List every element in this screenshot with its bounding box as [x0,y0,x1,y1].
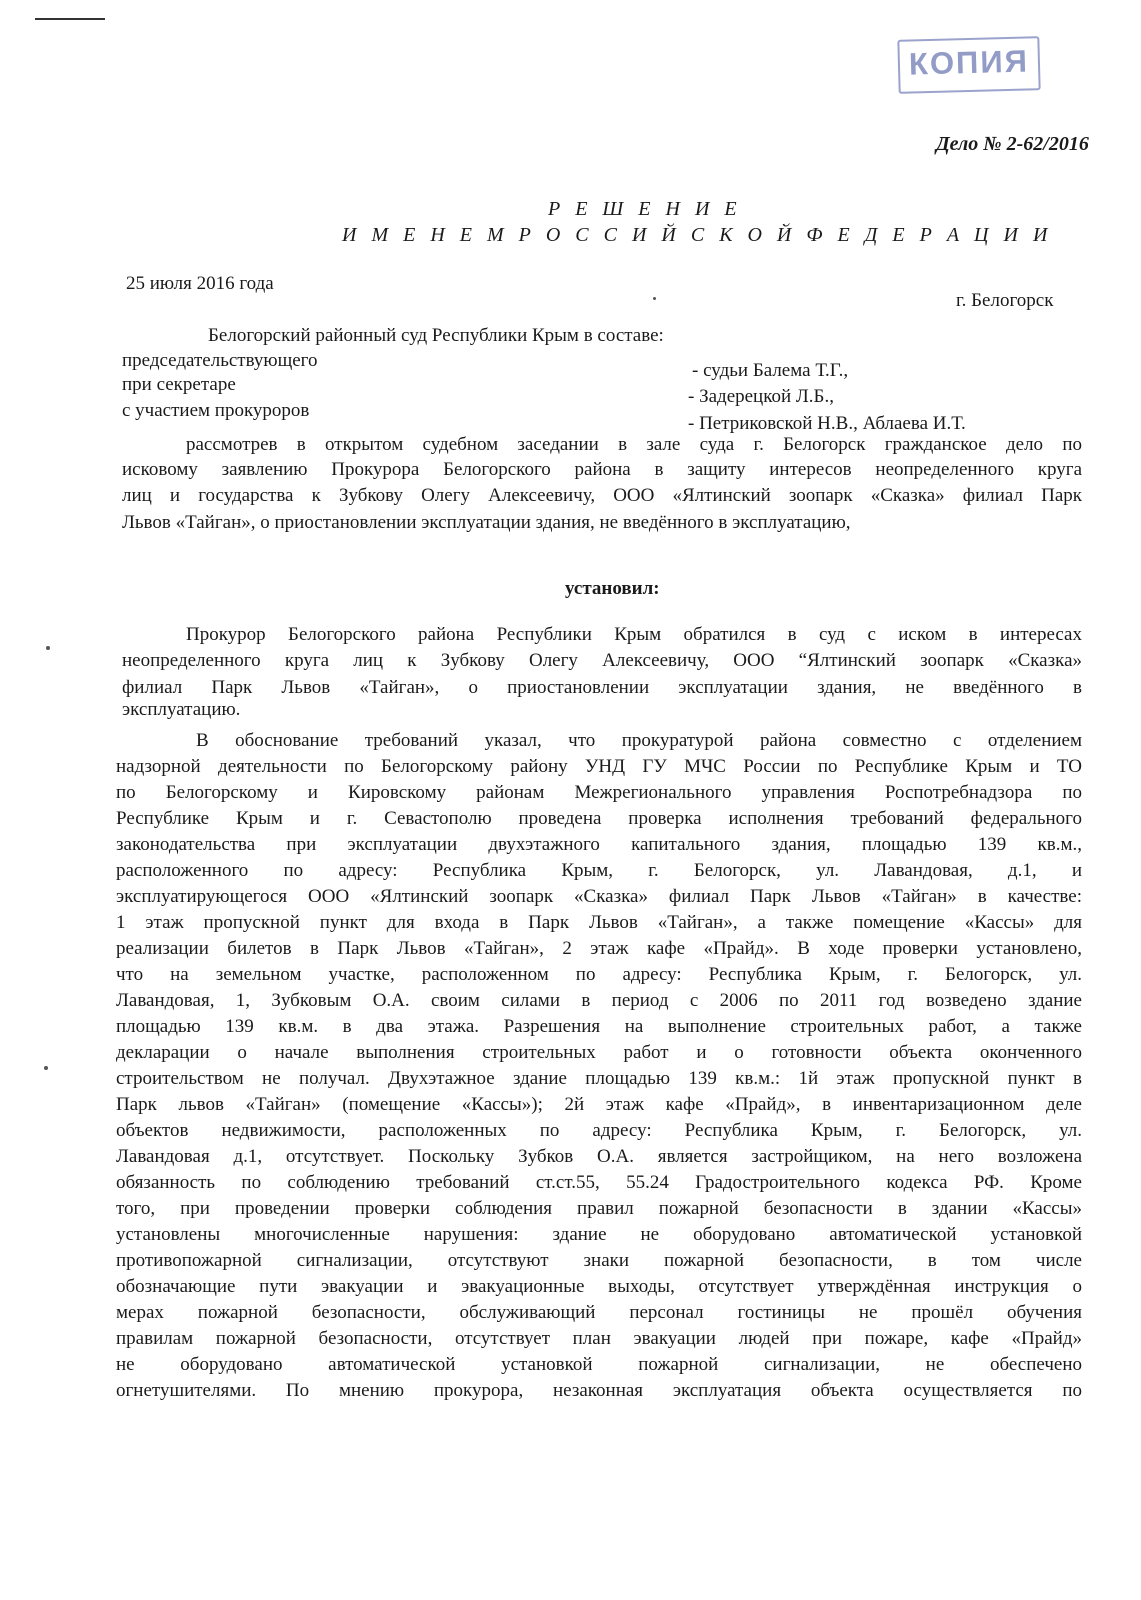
paragraph-line: Парк львов «Тайган» (помещение «Кассы»); 2й этаж кафе «Прайд», в инвентаризационном деле [116,1094,1082,1115]
section-heading: установил: [565,578,660,599]
paragraph-line: не оборудовано автоматической установкой пожарной сигнализации, не обеспечено [116,1354,1082,1375]
document-title: Р Е Ш Е Н И Е [548,198,742,220]
paragraph-line: реализации билетов в Парк Львов «Тайган», 2 этаж кафе «Прайд». В ходе проверки установлено, [116,938,1082,959]
decision-date: 25 июля 2016 года [126,273,274,294]
top-margin-mark [35,18,105,20]
composition-role: председательствующего [122,350,318,371]
decision-city: г. Белогорск [956,290,1054,311]
document-subtitle: И М Е Н Е М Р О С С И Й С К О Й Ф Е Д Е Р А Ц И И [342,224,1053,246]
case-desc-line: исковому заявлению Прокурора Белогорского района в защиту интересов неопределенного круга [122,459,1082,480]
case-desc-line: рассмотрев в открытом судебном заседании в зале суда г. Белогорск гражданское дело по [186,434,1082,455]
paragraph-line: что на земельном участке, расположенном по адресу: Республика Крым, г. Белогорск, ул. [116,964,1082,985]
court-intro: Белогорский районный суд Республики Крым в составе: [208,325,664,346]
paragraph-line: филиал Парк Львов «Тайган», о приостановлении эксплуатации здания, не введённого в [122,677,1082,698]
paragraph-line: объектов недвижимости, расположенных по адресу: Республика Крым, г. Белогорск, ул. [116,1120,1082,1141]
paragraph-line: эксплуатацию. [122,699,241,720]
paragraph-line: по Белогорскому и Кировскому районам Межрегионального управления Роспотребнадзора по [116,782,1082,803]
composition-name: - Петриковской Н.В., Аблаева И.Т. [688,413,966,434]
paragraph-line: В обоснование требований указал, что прокуратурой района совместно с отделением [196,730,1082,751]
scan-speck [46,646,50,650]
paragraph-line: установлены многочисленные нарушения: здание не оборудовано автоматической установкой [116,1224,1082,1245]
scan-speck [653,297,656,300]
copy-stamp: КОПИЯ [897,36,1040,94]
paragraph-line: законодательства при эксплуатации двухэтажного капитального здания, площадью 139 кв.м., [116,834,1082,855]
paragraph-line: Лавандовая д.1, отсутствует. Поскольку Зубков О.А. является застройщиком, на него возложена [116,1146,1082,1167]
case-number: Дело № 2-62/2016 [936,133,1089,155]
composition-role: при секретаре [122,374,236,395]
case-desc-line: Львов «Тайган», о приостановлении эксплуатации здания, не введённого в эксплуатацию, [122,512,851,533]
paragraph-line: противопожарной сигнализации, отсутствуют знаки пожарной безопасности, в том числе [116,1250,1082,1271]
paragraph-line: мерах пожарной безопасности, обслуживающий персонал гостиницы не прошёл обучения [116,1302,1082,1323]
paragraph-line: декларации о начале выполнения строительных работ и о готовности объекта оконченного [116,1042,1082,1063]
composition-role: с участием прокуроров [122,400,310,421]
paragraph-line: обозначающие пути эвакуации и эвакуационные выходы, отсутствует утверждённая инструкция о [116,1276,1082,1297]
paragraph-line: того, при проведении проверки соблюдения правил пожарной безопасности в здании «Кассы» [116,1198,1082,1219]
paragraph-line: обязанность по соблюдению требований ст.ст.55, 55.24 Градостроительного кодекса РФ. Кроме [116,1172,1082,1193]
paragraph-line: Прокурор Белогорского района Республики Крым обратился в суд с иском в интересах [186,624,1082,645]
paragraph-line: площадью 139 кв.м. в два этажа. Разрешения на выполнение строительных работ, а также [116,1016,1082,1037]
paragraph-line: Республике Крым и г. Севастополю проведена проверка исполнения требований федерального [116,808,1082,829]
paragraph-line: неопределенного круга лиц к Зубкову Олегу Алексеевичу, ООО “Ялтинский зоопарк «Сказка» [122,650,1082,671]
composition-name: - Задерецкой Л.Б., [688,386,834,407]
scan-speck [44,1066,48,1070]
case-desc-line: лиц и государства к Зубкову Олегу Алексеевичу, ООО «Ялтинский зоопарк «Сказка» филиал Парк [122,485,1082,506]
paragraph-line: надзорной деятельности по Белогорскому району УНД ГУ МЧС России по Республике Крым и ТО [116,756,1082,777]
paragraph-line: строительством не получал. Двухэтажное здание площадью 139 кв.м.: 1й этаж пропускной пункт в [116,1068,1082,1089]
paragraph-line: 1 этаж пропускной пункт для входа в Парк Львов «Тайган», а также помещение «Кассы» для [116,912,1082,933]
paragraph-line: правилам пожарной безопасности, отсутствует план эвакуации людей при пожаре, кафе «Прайд» [116,1328,1082,1349]
paragraph-line: эксплуатирующегося ООО «Ялтинский зоопарк «Сказка» филиал Парк Львов «Тайган» в качестве: [116,886,1082,907]
composition-name: - судьи Балема Т.Г., [692,360,849,381]
paragraph-line: Лавандовая, 1, Зубковым О.А. своим силами в период с 2006 по 2011 год возведено здание [116,990,1082,1011]
paragraph-line: расположенного по адресу: Республика Крым, г. Белогорск, ул. Лавандовая, д.1, и [116,860,1082,881]
paragraph-line: огнетушителями. По мнению прокурора, незаконная эксплуатация объекта осуществляется по [116,1380,1082,1401]
